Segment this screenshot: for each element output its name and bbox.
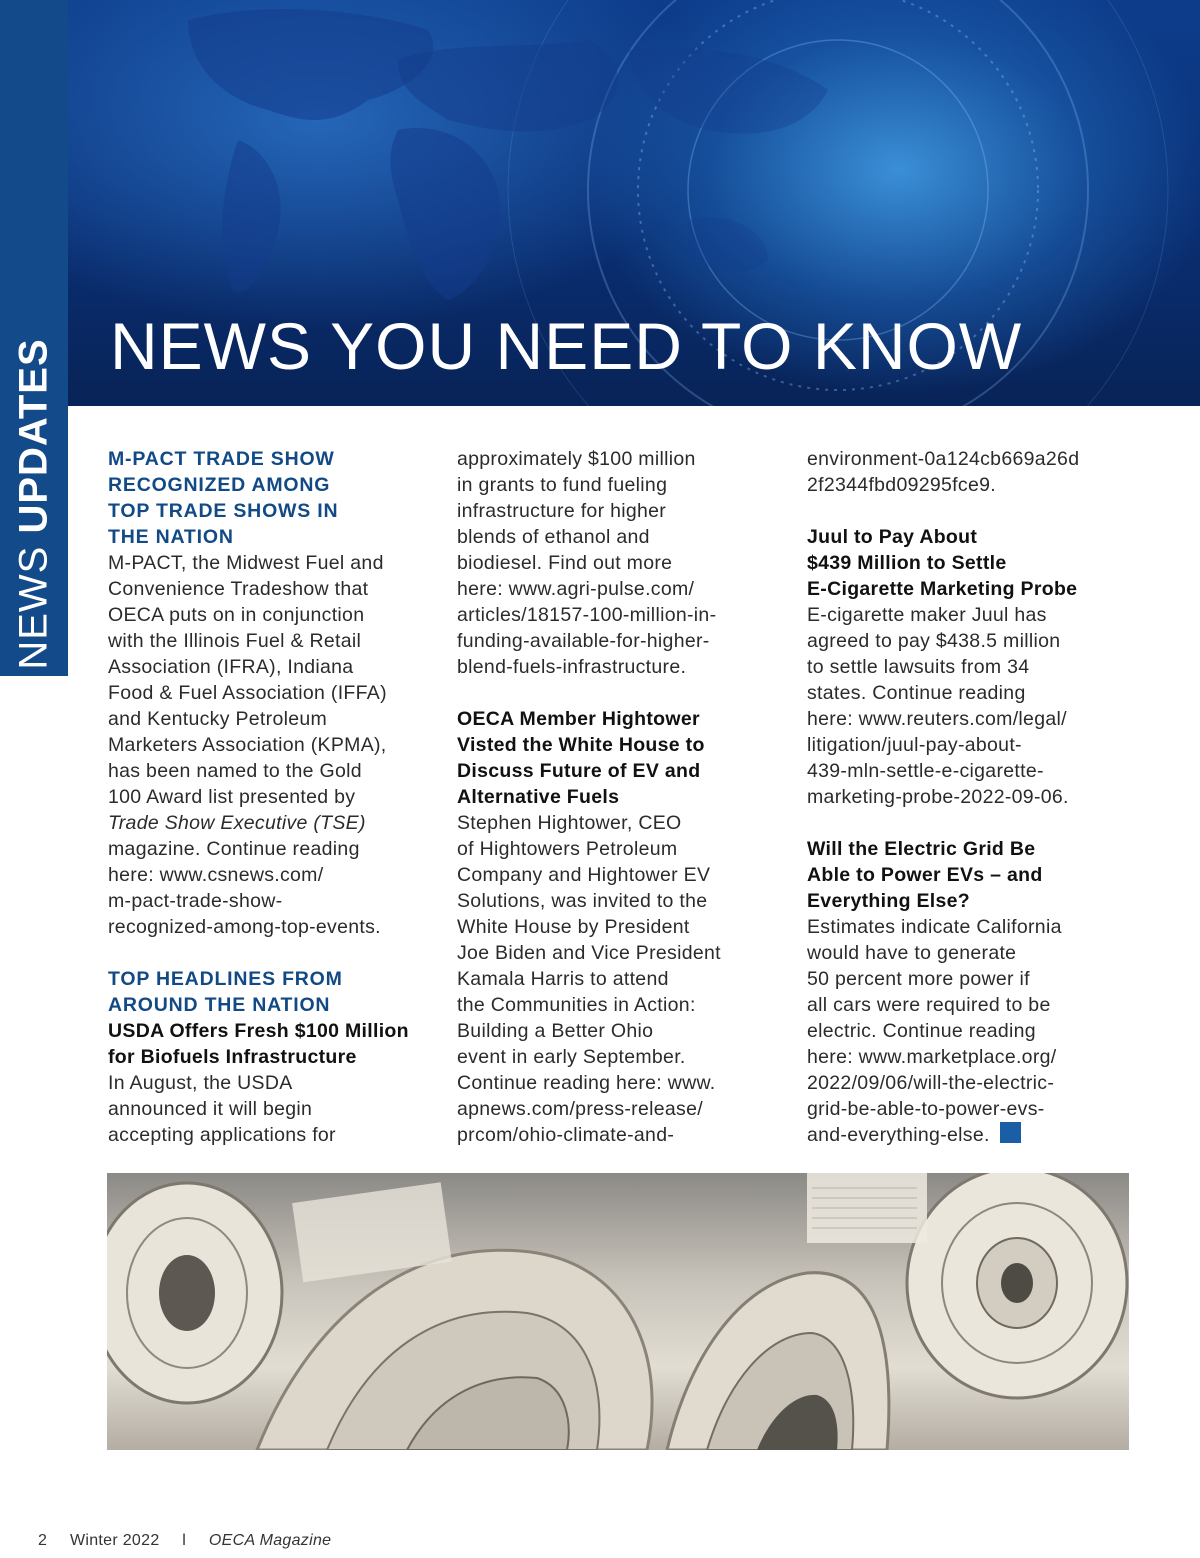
heading-line: Juul to Pay About bbox=[807, 526, 978, 548]
heading-line: Able to Power EVs – and bbox=[807, 864, 1043, 886]
section-label-light: NEWS bbox=[11, 533, 56, 670]
body-line: Marketers Association (KPMA), bbox=[108, 734, 387, 756]
body-line: to settle lawsuits from 34 bbox=[807, 656, 1030, 678]
body-link-line[interactable]: blend-fuels-infrastructure. bbox=[457, 656, 687, 678]
heading-line: for Biofuels Infrastructure bbox=[108, 1046, 357, 1068]
column-2 bbox=[457, 446, 787, 1148]
heading-line: Alternative Fuels bbox=[457, 786, 620, 808]
body-link-line[interactable]: marketing-probe-2022-09-06. bbox=[807, 786, 1069, 808]
body-link-line[interactable]: 2022/09/06/will-the-electric- bbox=[807, 1072, 1055, 1094]
body-line: in grants to fund fueling bbox=[457, 474, 668, 496]
section-side-tab bbox=[0, 0, 68, 676]
body-line: 50 percent more power if bbox=[807, 968, 1030, 990]
article-body-mpact bbox=[108, 550, 438, 940]
article-heading-electric-grid bbox=[807, 836, 1127, 914]
column-1 bbox=[108, 446, 438, 1148]
body-line: Kamala Harris to attend bbox=[457, 968, 669, 990]
body-line: OECA puts on in conjunction bbox=[108, 604, 365, 626]
body-link-line[interactable]: Continue reading here: www. bbox=[457, 1072, 716, 1094]
body-line: event in early September. bbox=[457, 1046, 686, 1068]
page-number: 2 bbox=[38, 1532, 48, 1549]
spacer bbox=[807, 810, 1127, 836]
heading-line: Everything Else? bbox=[807, 890, 971, 912]
body-line: M-PACT, the Midwest Fuel and bbox=[108, 552, 384, 574]
heading-line: TOP TRADE SHOWS IN bbox=[108, 500, 339, 522]
body-line: electric. Continue reading bbox=[807, 1020, 1036, 1042]
section-label-bold: UPDATES bbox=[11, 338, 56, 534]
heading-line: $439 Million to Settle bbox=[807, 552, 1007, 574]
last-link-text[interactable]: and-everything-else. bbox=[807, 1124, 990, 1146]
body-line: and Kentucky Petroleum bbox=[108, 708, 328, 730]
body-line: Stephen Hightower, CEO bbox=[457, 812, 682, 834]
body-link-line[interactable]: litigation/juul-pay-about- bbox=[807, 734, 1022, 756]
body-line: Solutions, was invited to the bbox=[457, 890, 708, 912]
body-line: states. Continue reading bbox=[807, 682, 1026, 704]
body-line: Joe Biden and Vice President bbox=[457, 942, 721, 964]
body-line: all cars were required to be bbox=[807, 994, 1051, 1016]
body-line: of Hightowers Petroleum bbox=[457, 838, 678, 860]
body-link-line[interactable]: prcom/ohio-climate-and- bbox=[457, 1124, 675, 1146]
heading-line: M-PACT TRADE SHOW bbox=[108, 448, 335, 470]
hero-banner bbox=[68, 0, 1200, 406]
body-line: E-cigarette maker Juul has bbox=[807, 604, 1047, 626]
article-body-usda-continued bbox=[457, 446, 787, 680]
body-link-line[interactable]: environment-0a124cb669a26d bbox=[807, 448, 1080, 470]
body-line: blends of ethanol and bbox=[457, 526, 650, 548]
article-body-hightower-continued bbox=[807, 446, 1127, 498]
body-line: has been named to the Gold bbox=[108, 760, 362, 782]
body-link-line[interactable]: articles/18157-100-million-in- bbox=[457, 604, 717, 626]
body-line: agreed to pay $438.5 million bbox=[807, 630, 1061, 652]
page-footer bbox=[38, 1532, 331, 1550]
section-heading-top-headlines bbox=[108, 966, 438, 1018]
body-line: infrastructure for higher bbox=[457, 500, 667, 522]
body-line: Building a Better Ohio bbox=[457, 1020, 654, 1042]
newspapers-photo bbox=[107, 1173, 1129, 1450]
body-line: In August, the USDA bbox=[108, 1072, 293, 1094]
body-link-line[interactable]: here: www.marketplace.org/ bbox=[807, 1046, 1057, 1068]
heading-line: AROUND THE NATION bbox=[108, 994, 331, 1016]
spacer bbox=[807, 498, 1127, 524]
article-body-electric-grid bbox=[807, 914, 1127, 1148]
body-link-line[interactable]: m-pact-trade-show- bbox=[108, 890, 283, 912]
body-line: would have to generate bbox=[807, 942, 1017, 964]
body-line: the Communities in Action: bbox=[457, 994, 696, 1016]
body-link-line[interactable]: funding-available-for-higher- bbox=[457, 630, 710, 652]
body-link-line[interactable]: 439-mln-settle-e-cigarette- bbox=[807, 760, 1044, 782]
publication-name: Trade Show Executive (TSE) bbox=[108, 812, 366, 834]
article-body-juul bbox=[807, 602, 1127, 810]
end-of-article-mark-icon bbox=[1000, 1122, 1021, 1143]
body-line: Company and Hightower EV bbox=[457, 864, 711, 886]
body-link-line[interactable]: 2f2344fbd09295fce9. bbox=[807, 474, 996, 496]
body-link-line[interactable]: here: www.csnews.com/ bbox=[108, 864, 324, 886]
body-link-line[interactable]: here: www.agri-pulse.com/ bbox=[457, 578, 695, 600]
article-heading-usda bbox=[108, 1018, 438, 1070]
magazine-name: OECA Magazine bbox=[208, 1532, 332, 1549]
body-line: announced it will begin bbox=[108, 1098, 313, 1120]
heading-line: Discuss Future of EV and bbox=[457, 760, 701, 782]
article-heading-juul bbox=[807, 524, 1127, 602]
body-link-line[interactable]: grid-be-able-to-power-evs- bbox=[807, 1098, 1045, 1120]
body-line: Estimates indicate California bbox=[807, 916, 1062, 938]
section-heading-mpact bbox=[108, 446, 438, 550]
body-line: White House by President bbox=[457, 916, 690, 938]
body-line: Association (IFRA), Indiana bbox=[108, 656, 354, 678]
body-line: Convenience Tradeshow that bbox=[108, 578, 369, 600]
article-body-hightower bbox=[457, 810, 787, 1148]
article-body-usda bbox=[108, 1070, 438, 1148]
heading-line: TOP HEADLINES FROM bbox=[108, 968, 343, 990]
section-label bbox=[12, 338, 57, 669]
issue-date: Winter 2022 bbox=[69, 1532, 160, 1549]
body-line: accepting applications for bbox=[108, 1124, 336, 1146]
body-line: with the Illinois Fuel & Retail bbox=[108, 630, 362, 652]
rolled-newspapers-illustration bbox=[107, 1173, 1129, 1450]
footer-separator: l bbox=[182, 1532, 187, 1549]
page-title: NEWS YOU NEED TO KNOW bbox=[110, 309, 1023, 383]
body-line: approximately $100 million bbox=[457, 448, 696, 470]
heading-line: RECOGNIZED AMONG bbox=[108, 474, 331, 496]
article-heading-hightower bbox=[457, 706, 787, 810]
body-link-line-last bbox=[807, 1122, 1127, 1148]
body-line: 100 Award list presented by bbox=[108, 786, 356, 808]
column-3 bbox=[807, 446, 1127, 1148]
heading-line: THE NATION bbox=[108, 526, 234, 548]
heading-line: Visted the White House to bbox=[457, 734, 705, 756]
body-line: biodiesel. Find out more bbox=[457, 552, 673, 574]
spacer bbox=[457, 680, 787, 706]
heading-line: Will the Electric Grid Be bbox=[807, 838, 1036, 860]
body-line: Food & Fuel Association (IFFA) bbox=[108, 682, 387, 704]
body-line: magazine. Continue reading bbox=[108, 838, 360, 860]
body-link-line[interactable]: here: www.reuters.com/legal/ bbox=[807, 708, 1067, 730]
heading-line: E-Cigarette Marketing Probe bbox=[807, 578, 1078, 600]
spacer bbox=[108, 940, 438, 966]
body-link-line[interactable]: apnews.com/press-release/ bbox=[457, 1098, 703, 1120]
body-link-line[interactable]: recognized-among-top-events. bbox=[108, 916, 381, 938]
heading-line: OECA Member Hightower bbox=[457, 708, 700, 730]
heading-line: USDA Offers Fresh $100 Million bbox=[108, 1020, 409, 1042]
